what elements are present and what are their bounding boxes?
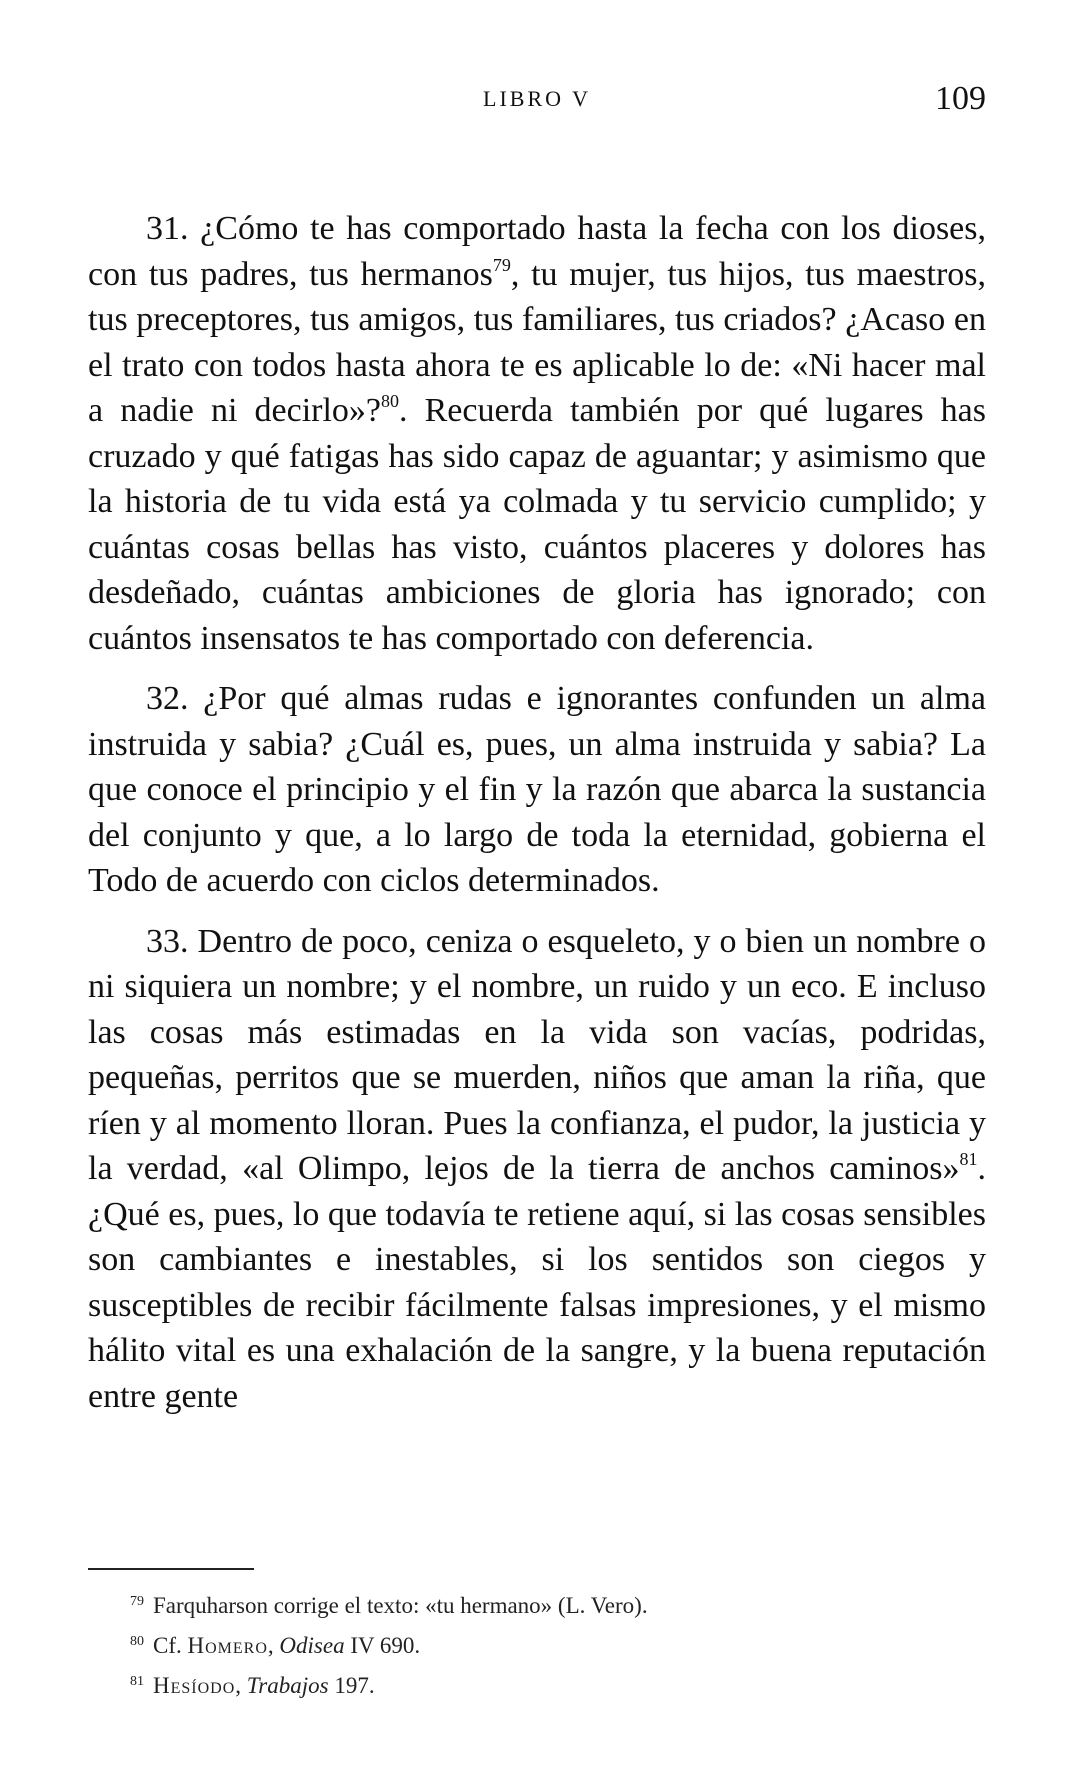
paragraph-31-text-1: 31. ¿Cómo te has comportado hasta la fecha con los dioses, con tus padres, tus hermanos xyxy=(88,210,986,293)
footnote-work: Trabajos xyxy=(246,1673,329,1698)
page-number: 109 xyxy=(935,80,986,117)
footnote-author: Homero xyxy=(187,1633,268,1658)
main-text xyxy=(88,206,986,1419)
footnote-number: 79 xyxy=(130,1594,144,1609)
footnote-author: Hesíodo xyxy=(153,1673,236,1698)
footnote-number: 81 xyxy=(130,1674,144,1689)
footnote-separator: , xyxy=(235,1673,247,1698)
running-header xyxy=(88,80,986,120)
footnote-80 xyxy=(130,1624,930,1664)
paragraph-31 xyxy=(88,206,986,661)
paragraph-31-text-3: . Recuerda también por qué lugares has cruzado y qué fatigas has sido capaz de aguantar; y asimismo que la historia de tu vida está ya colmada y tu servicio cumplido; y cuántas cosas bellas has visto, cuántos placeres y dolores has desdeñado, cuántas ambiciones de gloria has ignorado; con cuántos insensatos te has comportado con deferencia. xyxy=(88,392,986,657)
footnotes xyxy=(130,1584,930,1704)
paragraph-33 xyxy=(88,919,986,1420)
footnote-ref-81: 81 xyxy=(959,1149,978,1169)
footnote-prefix: Cf. xyxy=(153,1633,188,1658)
paragraph-32: 32. ¿Por qué almas rudas e ignorantes confunden un alma instruida y sabia? ¿Cuál es, pues, un alma instruida y sabia? La que conoce el principio y el fin y la razón que abarca la sustancia del conjunto y que, a lo largo de toda la eternidad, gobierna el Todo de acuerdo con ciclos determinados. xyxy=(88,680,986,899)
footnote-separator: , xyxy=(267,1633,280,1658)
paragraph-33-text-1: 33. Dentro de poco, ceniza o esqueleto, y o bien un nombre o ni siquiera un nombre; y el nombre, un ruido y un eco. E incluso las cosas más estimadas en la vida son vacías, podridas, pequeñas, perritos que se muerden, niños que aman la riña, que ríen y al momento lloran. Pues la confianza, el pudor, la justicia y la verdad, «al Olimpo, lejos de la tierra de anchos caminos» xyxy=(88,922,986,1187)
footnote-ref-79: 79 xyxy=(492,254,511,275)
paragraph-33-text-2: . ¿Qué es, pues, lo que todavía te retiene aquí, si las cosas sensibles son cambiantes e inestables, si los sentidos son ciegos y susceptibles de recibir fácilmente falsas impresiones, y el mismo hálito vital es una exhalación de la sangre, y la buena reputación entre gente xyxy=(88,1150,986,1415)
footnote-reference: IV 690. xyxy=(344,1633,421,1658)
footnote-79 xyxy=(130,1584,930,1624)
footnote-ref-80: 80 xyxy=(381,391,399,411)
paragraph-31-text-2: , tu mujer, tus hijos, tus maestros, tus preceptores, tus amigos, tus familiares, tus criados? ¿Acaso en el trato con todos hasta ahora te es aplicable lo de: «Ni hacer mal a nadie ni decirlo»? xyxy=(88,255,986,429)
footnote-number: 80 xyxy=(130,1634,144,1649)
footnote-reference: 197. xyxy=(328,1673,375,1698)
footnote-81 xyxy=(130,1664,930,1704)
footnote-divider xyxy=(88,1568,254,1570)
footnote-work: Odisea xyxy=(279,1633,345,1658)
running-title: LIBRO V xyxy=(483,86,591,111)
footnote-text: Farquharson corrige el texto: «tu hermano» (L. Vero). xyxy=(153,1593,648,1618)
